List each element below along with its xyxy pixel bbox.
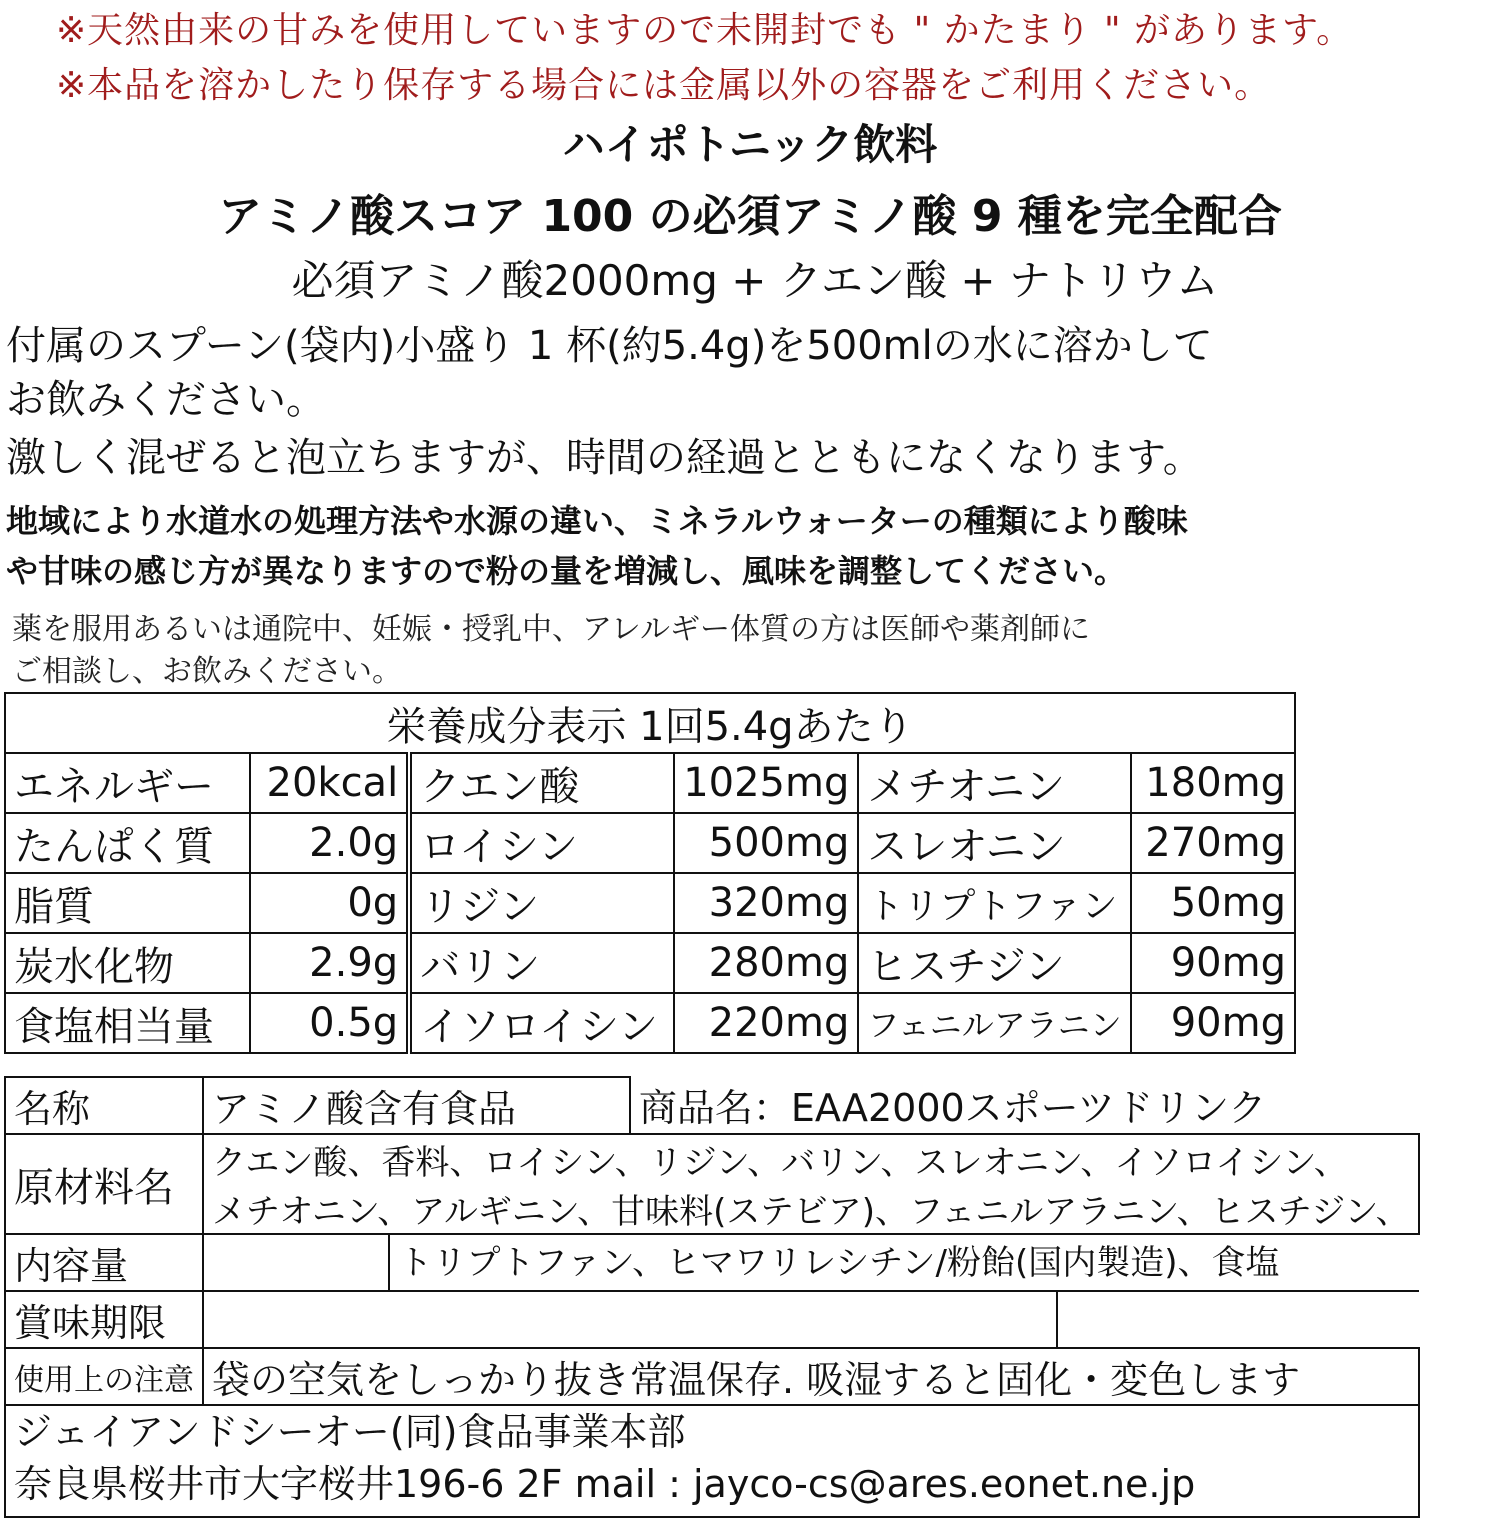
nutrient-value: 2.9g bbox=[250, 933, 409, 993]
nutrient-value: 320mg bbox=[674, 873, 858, 933]
nutrient-value: 50mg bbox=[1131, 873, 1295, 933]
headline-amino-score: アミノ酸スコア 100 の必須アミノ酸 9 種を完全配合 bbox=[218, 191, 1282, 242]
company-info bbox=[5, 1405, 1419, 1517]
nutrient-label: リジン bbox=[409, 873, 674, 933]
name-value: アミノ酸含有食品 bbox=[203, 1077, 630, 1134]
nutrient-value: 1025mg bbox=[674, 753, 858, 813]
table-row bbox=[5, 933, 1295, 993]
product-name: 商品名：EAA2000スポーツドリンク bbox=[630, 1077, 1419, 1134]
empty-cell bbox=[1057, 1291, 1419, 1348]
ingredients-label: 原材料名 bbox=[5, 1134, 203, 1234]
nutrient-value: 500mg bbox=[674, 813, 858, 873]
notice-natural-sweetener: ※天然由来の甘みを使用していますので未開封でも " かたまり " があります。 bbox=[56, 10, 1354, 51]
nutrient-value: 2.0g bbox=[250, 813, 409, 873]
notice-container: ※本品を溶かしたり保存する場合には金属以外の容器をご利用ください。 bbox=[56, 65, 1272, 106]
product-label-table bbox=[4, 1076, 1420, 1518]
nutrient-value: 270mg bbox=[1131, 813, 1295, 873]
nutrient-label: 食塩相当量 bbox=[5, 993, 250, 1053]
nutrient-label: 炭水化物 bbox=[5, 933, 250, 993]
table-row bbox=[5, 1291, 1419, 1348]
table-row bbox=[5, 1405, 1419, 1517]
headline-ingredients: 必須アミノ酸2000mg + クエン酸 + ナトリウム bbox=[291, 256, 1219, 305]
nutrient-label: スレオニン bbox=[858, 813, 1130, 873]
table-row bbox=[5, 1134, 1419, 1184]
nutrient-label: ヒスチジン bbox=[858, 933, 1130, 993]
caution-value: 袋の空気をしっかり抜き常温保存. 吸湿すると固化・変色します bbox=[203, 1348, 1419, 1405]
table-row bbox=[5, 1234, 1419, 1291]
nutrient-value: 90mg bbox=[1131, 933, 1295, 993]
table-row bbox=[5, 1348, 1419, 1405]
nutrition-table bbox=[4, 692, 1296, 1054]
table-row bbox=[5, 813, 1295, 873]
nutrient-label: フェニルアラニン bbox=[858, 993, 1130, 1053]
nutrient-label: イソロイシン bbox=[409, 993, 674, 1053]
table-row bbox=[5, 753, 1295, 813]
ingredients-line: メチオニン、アルギニン、甘味料(ステビア)、フェニルアラニン、ヒスチジン、 bbox=[203, 1184, 1419, 1234]
directions-line: 激しく混ぜると泡立ちますが、時間の経過とともになくなります。 bbox=[6, 435, 1203, 481]
nutrient-value: 20kcal bbox=[250, 753, 409, 813]
ingredients-line: クエン酸、香料、ロイシン、リジン、バリン、スレオニン、イソロイシン、 bbox=[203, 1134, 1419, 1184]
nutrient-label: クエン酸 bbox=[409, 753, 674, 813]
caution-label: 使用上の注意 bbox=[5, 1348, 203, 1405]
headline-hypotonic: ハイポトニック飲料 bbox=[562, 120, 938, 169]
water-note: 地域により水道水の処理方法や水源の違い、ミネラルウォーターの種類により酸味 bbox=[6, 502, 1188, 540]
medical-note: 薬を服用あるいは通院中、妊娠・授乳中、アレルギー体質の方は医師や薬剤師に bbox=[12, 612, 1091, 647]
table-row bbox=[5, 1184, 1419, 1234]
ingredients-line: トリプトファン、ヒマワリレシチン/粉飴(国内製造)、食塩 bbox=[389, 1234, 1418, 1291]
nutrition-title: 栄養成分表示 1回5.4gあたり bbox=[5, 693, 1295, 753]
table-row bbox=[5, 873, 1295, 933]
content-label: 内容量 bbox=[5, 1234, 203, 1291]
medical-note: ご相談し、お飲みください。 bbox=[12, 654, 402, 689]
table-row bbox=[5, 993, 1295, 1053]
directions-line: お飲みください。 bbox=[6, 377, 326, 423]
content-value bbox=[203, 1234, 389, 1291]
company-address: 奈良県桜井市大字桜井196-6 2F mail : jayco-cs@ares.eonet.ne.jp bbox=[14, 1462, 1196, 1506]
expiry-value bbox=[203, 1291, 1057, 1348]
nutrient-label: メチオニン bbox=[858, 753, 1130, 813]
nutrient-value: 180mg bbox=[1131, 753, 1295, 813]
expiry-label: 賞味期限 bbox=[5, 1291, 203, 1348]
name-label: 名称 bbox=[5, 1077, 203, 1134]
table-row bbox=[5, 1077, 1419, 1134]
water-note: や甘味の感じ方が異なりますので粉の量を増減し、風味を調整してください。 bbox=[6, 552, 1127, 590]
nutrient-value: 0.5g bbox=[250, 993, 409, 1053]
nutrient-value: 280mg bbox=[674, 933, 858, 993]
nutrient-value: 90mg bbox=[1131, 993, 1295, 1053]
directions-line: 付属のスプーン(袋内)小盛り 1 杯(約5.4g)を500mlの水に溶かして bbox=[6, 323, 1213, 369]
nutrient-label: ロイシン bbox=[409, 813, 674, 873]
nutrient-value: 220mg bbox=[674, 993, 858, 1053]
company-name: ジェイアンドシーオー(同)食品事業本部 bbox=[14, 1410, 686, 1454]
nutrient-label: トリプトファン bbox=[858, 873, 1130, 933]
nutrient-label: 脂質 bbox=[5, 873, 250, 933]
nutrient-label: エネルギー bbox=[5, 753, 250, 813]
nutrient-label: たんぱく質 bbox=[5, 813, 250, 873]
nutrient-label: バリン bbox=[409, 933, 674, 993]
nutrient-value: 0g bbox=[250, 873, 409, 933]
